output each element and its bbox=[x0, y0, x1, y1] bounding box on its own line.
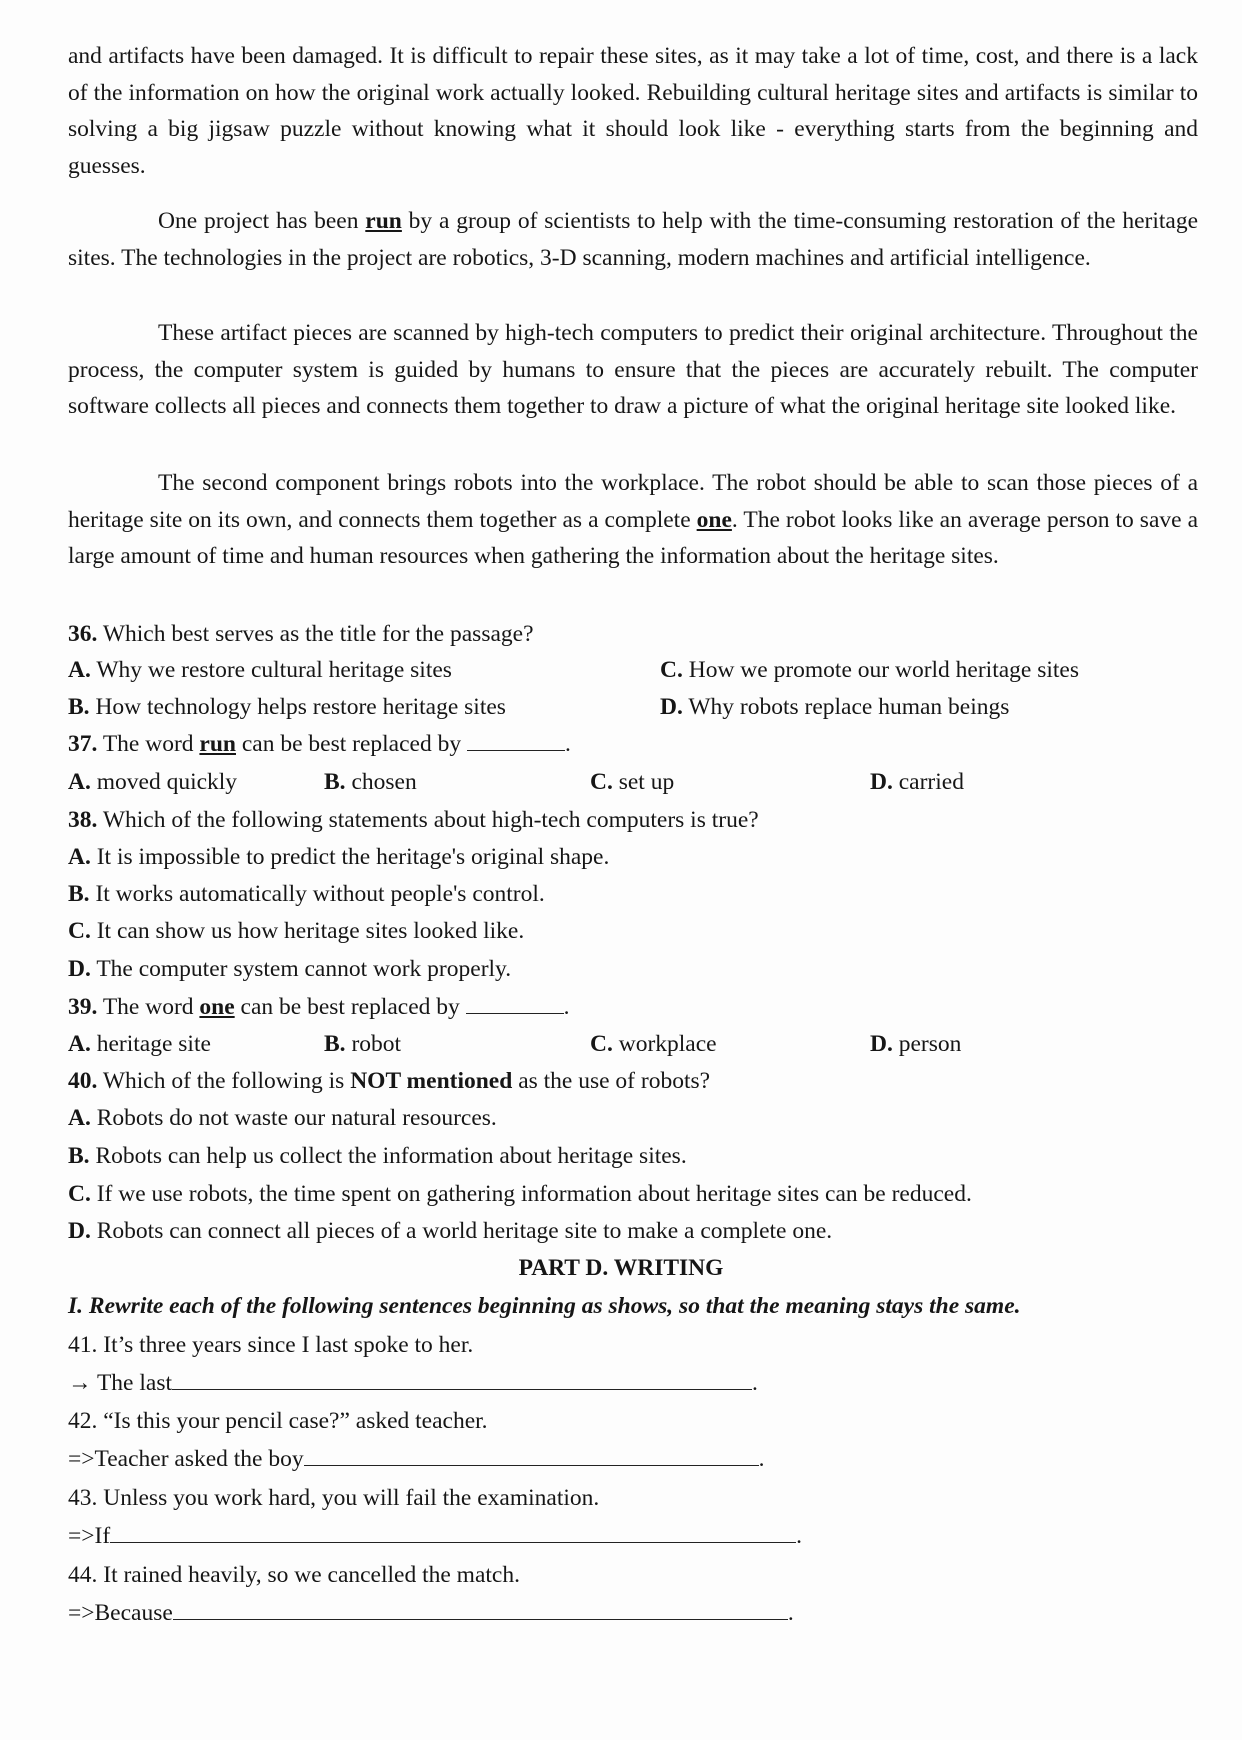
paragraph-text: . The robot looks like an average person to save a large amount of time and human resources when gathering the information about the heritage sites. bbox=[68, 506, 1198, 569]
option-36-a bbox=[68, 652, 452, 688]
option-40-b bbox=[68, 1138, 687, 1174]
option-37-a bbox=[68, 764, 237, 800]
question-text: Which of the following statements about high-tech computers is true? bbox=[97, 807, 759, 833]
option-text: Robots can connect all pieces of a world heritage site to make a complete one. bbox=[96, 1218, 833, 1244]
period: . bbox=[564, 731, 571, 757]
option-label: D. bbox=[870, 1031, 893, 1057]
section-heading: PART D. WRITING bbox=[518, 1255, 724, 1281]
answer-blank[interactable] bbox=[304, 1441, 759, 1466]
option-text: If we use robots, the time spent on gathering information about heritage sites can be reduced. bbox=[96, 1181, 972, 1207]
paragraph-text: These artifact pieces are scanned by high-tech computers to predict their original architecture. Throughout the process, the computer system is guided by humans to ensure that the pieces are accurately rebuilt. The computer software collects all pieces and connects them together to draw a picture of what the original heritage site looked like. bbox=[68, 320, 1198, 419]
question-text: as the use of robots? bbox=[512, 1068, 711, 1094]
passage-paragraph-4 bbox=[68, 465, 1198, 575]
option-text: How technology helps restore heritage sites bbox=[95, 694, 506, 720]
answer-line-44 bbox=[68, 1595, 794, 1631]
option-38-d bbox=[68, 951, 511, 987]
option-text: heritage site bbox=[96, 1031, 211, 1057]
option-label: D. bbox=[660, 694, 683, 720]
period: . bbox=[758, 1446, 765, 1472]
question-text: Which of the following is bbox=[97, 1068, 351, 1094]
option-label: A. bbox=[68, 1031, 91, 1057]
period: . bbox=[752, 1370, 758, 1396]
question-text: Unless you work hard, you will fail the examination. bbox=[97, 1485, 600, 1511]
question-text: “Is this your pencil case?” asked teacher. bbox=[97, 1408, 488, 1434]
option-label: B. bbox=[68, 1143, 90, 1169]
option-label: C. bbox=[68, 918, 91, 944]
question-text: Which best serves as the title for the passage? bbox=[97, 621, 534, 647]
question-number: 43. bbox=[68, 1485, 98, 1511]
option-text: It works automatically without people's control. bbox=[95, 881, 545, 907]
option-39-b bbox=[324, 1026, 401, 1062]
option-36-d bbox=[660, 689, 1009, 725]
option-text: moved quickly bbox=[96, 769, 238, 795]
question-number: 39. bbox=[68, 994, 98, 1020]
paragraph-text: One project has been bbox=[158, 208, 366, 234]
option-text: Why robots replace human beings bbox=[688, 694, 1010, 720]
question-number: 36. bbox=[68, 621, 98, 647]
option-36-b bbox=[68, 689, 506, 725]
answer-blank bbox=[467, 726, 565, 751]
option-40-c bbox=[68, 1176, 972, 1212]
option-text: workplace bbox=[618, 1031, 717, 1057]
option-label: D. bbox=[870, 769, 893, 795]
option-40-d bbox=[68, 1213, 832, 1249]
answer-prompt: =>Teacher asked the boy bbox=[68, 1446, 304, 1472]
option-38-c bbox=[68, 913, 524, 949]
question-37 bbox=[68, 726, 571, 762]
paragraph-text: by a group of scientists to help with the time-consuming restoration of the heritage sites. The technologies in the project are robotics, 3-D scanning, modern machines and artificial intelligence. bbox=[68, 208, 1198, 271]
underlined-word: one bbox=[199, 994, 235, 1020]
paragraph-text: The second component brings robots into the workplace. The robot should be able to scan those pieces of a heritage site on its own, and connects them together as a complete bbox=[68, 470, 1198, 533]
question-emphasis: NOT mentioned bbox=[350, 1068, 513, 1094]
question-text: It’s three years since I last spoke to her. bbox=[97, 1332, 474, 1358]
option-38-a bbox=[68, 839, 609, 875]
question-text: It rained heavily, so we cancelled the match. bbox=[97, 1562, 520, 1588]
question-number: 37. bbox=[68, 731, 98, 757]
option-label: B. bbox=[68, 694, 90, 720]
question-number: 42. bbox=[68, 1408, 98, 1434]
option-label: C. bbox=[590, 769, 613, 795]
option-text: Robots can help us collect the information about heritage sites. bbox=[95, 1143, 687, 1169]
question-44 bbox=[68, 1557, 520, 1593]
option-label: B. bbox=[68, 881, 90, 907]
passage-paragraph-3 bbox=[68, 315, 1198, 425]
option-text: set up bbox=[618, 769, 675, 795]
underlined-word-run: run bbox=[365, 208, 402, 234]
option-text: The computer system cannot work properly. bbox=[96, 956, 512, 982]
answer-prompt: → The last bbox=[68, 1370, 172, 1396]
option-label: A. bbox=[68, 657, 91, 683]
question-text: can be best replaced by bbox=[236, 731, 467, 757]
option-label: A. bbox=[68, 844, 91, 870]
option-37-b bbox=[324, 764, 417, 800]
question-text: The word bbox=[97, 994, 200, 1020]
option-label: C. bbox=[660, 657, 683, 683]
period: . bbox=[796, 1523, 803, 1549]
answer-line-41 bbox=[68, 1365, 758, 1401]
question-text: can be best replaced by bbox=[234, 994, 466, 1020]
option-label: D. bbox=[68, 956, 91, 982]
question-42 bbox=[68, 1403, 488, 1439]
question-41 bbox=[68, 1327, 473, 1363]
question-36 bbox=[68, 616, 534, 652]
option-label: C. bbox=[68, 1181, 91, 1207]
option-label: A. bbox=[68, 769, 91, 795]
answer-blank bbox=[466, 989, 564, 1014]
writing-instruction: I. Rewrite each of the following sentences beginning as shows, so that the meaning stays the same. bbox=[68, 1293, 1021, 1319]
option-37-c bbox=[590, 764, 674, 800]
question-number: 44. bbox=[68, 1562, 98, 1588]
option-text: It can show us how heritage sites looked like. bbox=[96, 918, 525, 944]
option-40-a bbox=[68, 1100, 497, 1136]
paragraph-text: and artifacts have been damaged. It is difficult to repair these sites, as it may take a lot of time, cost, and there is a lack of the information on how the original work actually looked. Rebuilding cultural heritage sites and artifacts is similar to solving a big jigsaw puzzle without knowing what it should look like - everything starts from the beginning and guesses. bbox=[68, 43, 1198, 179]
passage-paragraph-2 bbox=[68, 203, 1198, 276]
answer-prompt: =>If bbox=[68, 1523, 111, 1549]
option-text: Robots do not waste our natural resources. bbox=[96, 1105, 497, 1131]
option-text: chosen bbox=[351, 769, 417, 795]
answer-blank[interactable] bbox=[172, 1365, 752, 1390]
question-39 bbox=[68, 989, 570, 1025]
answer-line-43 bbox=[68, 1518, 802, 1554]
period: . bbox=[787, 1600, 794, 1626]
underlined-word: run bbox=[199, 731, 236, 757]
option-label: B. bbox=[324, 769, 346, 795]
period: . bbox=[563, 994, 570, 1020]
question-number: 40. bbox=[68, 1068, 98, 1094]
option-39-d bbox=[870, 1026, 961, 1062]
option-37-d bbox=[870, 764, 964, 800]
option-text: carried bbox=[898, 769, 964, 795]
question-43 bbox=[68, 1480, 599, 1516]
option-39-a bbox=[68, 1026, 211, 1062]
option-text: Why we restore cultural heritage sites bbox=[96, 657, 452, 683]
answer-prompt: =>Because bbox=[68, 1600, 173, 1626]
option-text: How we promote our world heritage sites bbox=[688, 657, 1079, 683]
option-label: B. bbox=[324, 1031, 346, 1057]
option-38-b bbox=[68, 876, 545, 912]
option-label: C. bbox=[590, 1031, 613, 1057]
answer-line-42 bbox=[68, 1441, 764, 1477]
option-text: robot bbox=[351, 1031, 402, 1057]
question-38 bbox=[68, 802, 759, 838]
option-36-c bbox=[660, 652, 1079, 688]
question-text: The word bbox=[97, 731, 200, 757]
option-label: A. bbox=[68, 1105, 91, 1131]
option-text: person bbox=[898, 1031, 962, 1057]
question-number: 38. bbox=[68, 807, 98, 833]
option-39-c bbox=[590, 1026, 717, 1062]
question-number: 41. bbox=[68, 1332, 98, 1358]
underlined-word-one: one bbox=[696, 506, 732, 533]
option-label: D. bbox=[68, 1218, 91, 1244]
passage-paragraph-1 bbox=[68, 38, 1198, 184]
answer-blank[interactable] bbox=[110, 1518, 796, 1543]
answer-blank[interactable] bbox=[173, 1595, 788, 1620]
option-text: It is impossible to predict the heritage's original shape. bbox=[96, 844, 610, 870]
question-40 bbox=[68, 1063, 710, 1099]
